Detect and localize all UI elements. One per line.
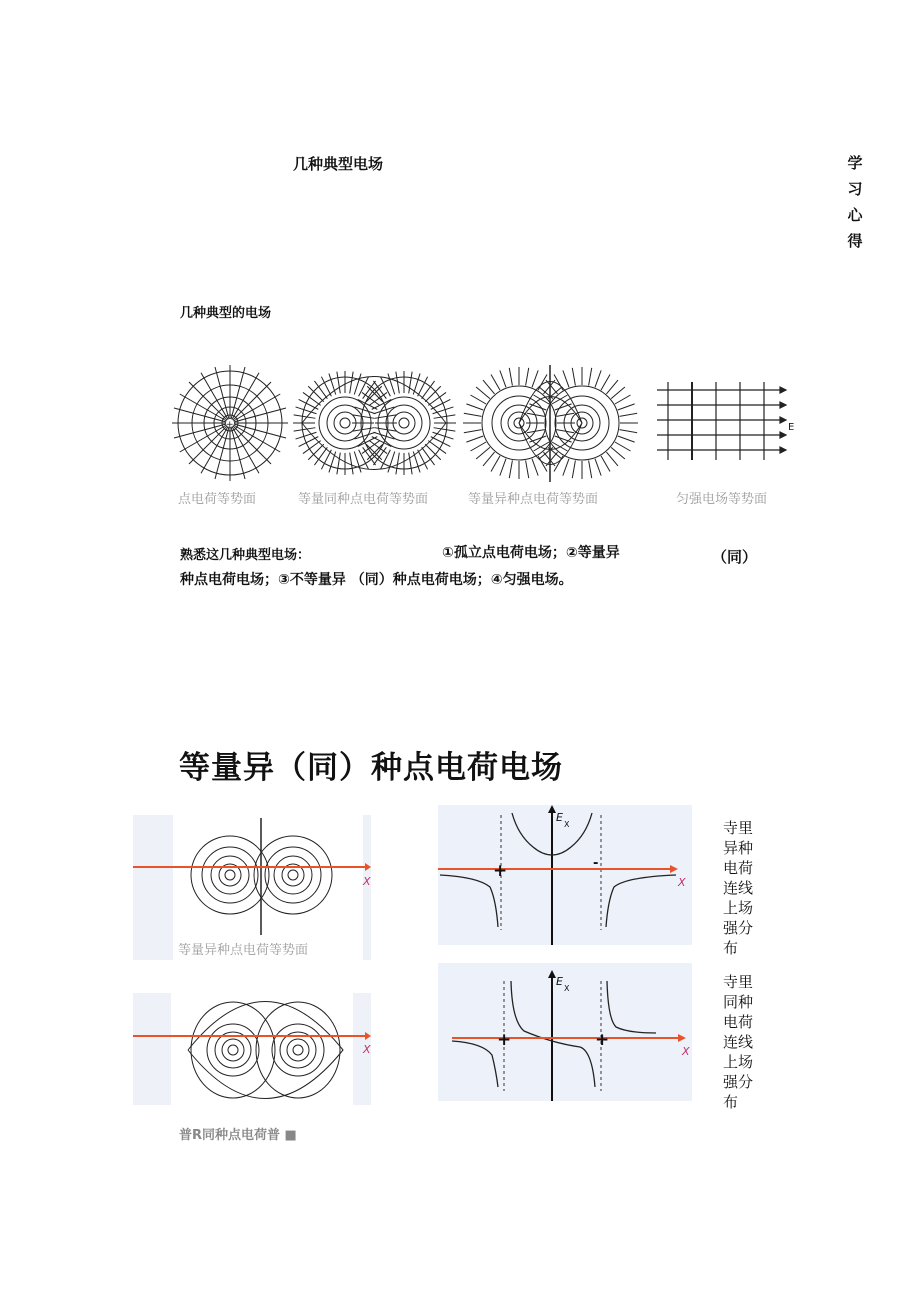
minus-sign-1: -: [593, 856, 599, 871]
intro-line2: 种点电荷电场；③不等量异 （同）种点电荷电场；④匀强电场。: [180, 572, 573, 588]
intro-line1-paren: （同）: [712, 548, 758, 566]
axis-x-label-2: X: [363, 1043, 371, 1056]
intro-line1-left: 熟悉这几种典型电场：: [180, 548, 311, 563]
opposite-charges-diagram: [463, 365, 638, 482]
caption-like-charges: 等量同种点电荷等势面: [298, 492, 429, 507]
point-charge-diagram: [172, 365, 288, 481]
like-field-graph: [438, 963, 692, 1101]
side-text-opposite: 寺里异种电荷连线上场强分布: [723, 819, 754, 957]
section-heading: 等量异（同）种点电荷电场: [179, 750, 563, 786]
caption-point-charge: 点电荷等势面: [178, 492, 257, 507]
svg-text:+: +: [226, 420, 234, 430]
axis-e-label-1: E: [556, 811, 563, 824]
axis-x-label-4: X: [682, 1045, 690, 1058]
caption-uniform-field: 匀强电场等势面: [676, 492, 768, 507]
axis-x-label-3: X: [678, 876, 686, 889]
intro-line1-right: ①孤立点电荷电场；②等量异: [442, 545, 620, 561]
like-charges-axis-figure: [133, 993, 371, 1105]
axis-e-sub-2: X: [564, 984, 570, 993]
like-charges-diagram: [293, 371, 456, 475]
axis-e-label-2: E: [556, 975, 563, 988]
uniform-field-diagram: [657, 382, 794, 460]
fig-caption-like: 普R同种点电荷普 ■: [179, 1128, 297, 1143]
section-subtitle: 几种典型的电场: [180, 306, 272, 321]
side-text-like: 寺里同种电荷连线上场强分布: [723, 973, 754, 1111]
axis-x-label-1: X: [363, 875, 371, 888]
caption-opposite-charges: 等量异种点电荷等势面: [468, 492, 599, 507]
plus-sign-3: +: [595, 1030, 610, 1050]
axis-e-sub-1: X: [564, 820, 570, 829]
field-e-label: E: [788, 422, 795, 433]
page-title: 几种典型电场: [293, 155, 384, 173]
plus-sign-1: +: [493, 861, 508, 881]
fig-caption-opposite: 等量异种点电荷等势面: [178, 943, 309, 958]
side-note: 学习心得: [847, 154, 863, 250]
equipotential-figure-strip: [170, 360, 796, 510]
plus-sign-2: +: [497, 1030, 512, 1050]
opposite-field-graph: [438, 805, 692, 945]
opposite-charges-axis-figure: [133, 815, 371, 960]
